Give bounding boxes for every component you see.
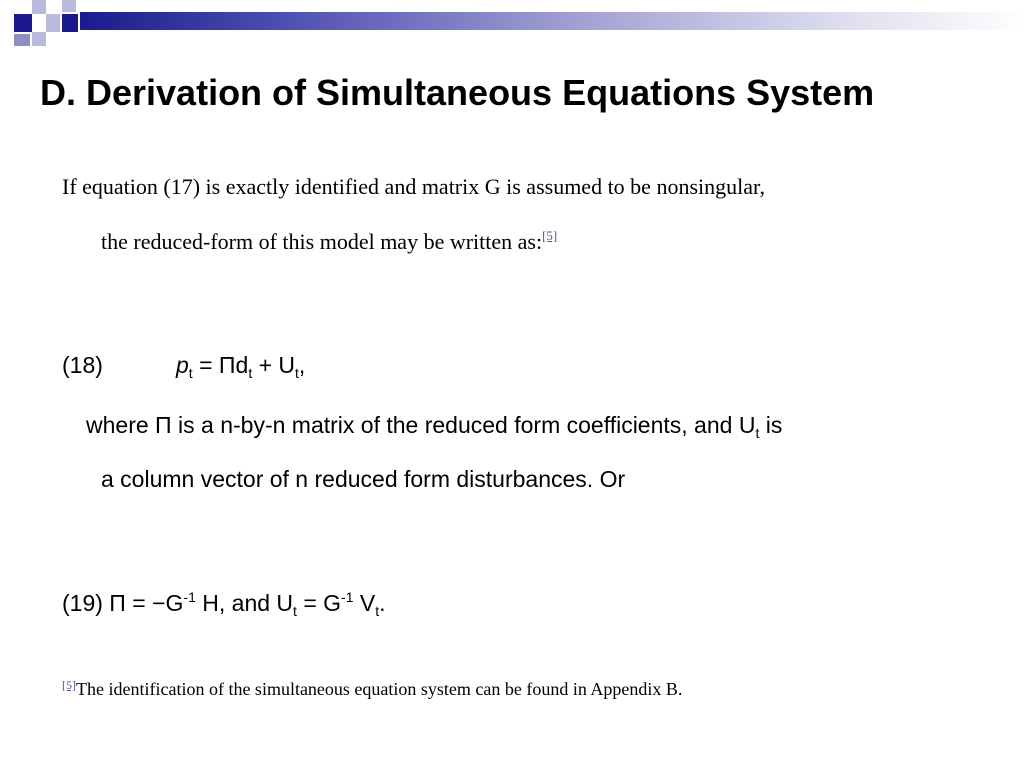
- header-square: [62, 0, 76, 12]
- slide-title: D. Derivation of Simultaneous Equations System: [40, 72, 875, 113]
- eq18-end: ,: [298, 352, 306, 378]
- footnote-text: The identification of the simultaneous equation system can be found in Appendix B.: [76, 679, 683, 699]
- header-square: [32, 32, 46, 46]
- header-square: [46, 14, 60, 32]
- header-square: [14, 14, 32, 32]
- equation-19: [62, 590, 386, 617]
- equation-18-number: (18): [62, 352, 103, 378]
- intro-text-line2: [101, 228, 557, 255]
- where-text-a: where Π is a n-by-n matrix of the reduced form coefficients, and U: [86, 412, 756, 438]
- where-sub: t: [755, 425, 760, 441]
- eq19-a: (19) Π = −G: [62, 590, 184, 616]
- eq19-e: .: [379, 590, 386, 616]
- header-square: [14, 34, 30, 46]
- eq18-mid: = Πd: [192, 352, 249, 378]
- eq18-sub: t: [295, 365, 299, 381]
- eq19-sub: t: [375, 603, 380, 619]
- header-decoration: [0, 0, 1024, 50]
- citation-link[interactable]: [5]: [542, 228, 558, 243]
- eq19-sup: -1: [183, 589, 196, 605]
- header-square: [62, 14, 78, 32]
- eq18-sub: t: [188, 365, 193, 381]
- eq18-sub: t: [248, 365, 253, 381]
- where-text-line2: a column vector of n reduced form disturbances. Or: [101, 466, 626, 492]
- header-square: [32, 0, 46, 14]
- eq19-b: H, and U: [195, 590, 294, 616]
- eq19-sub: t: [293, 603, 297, 619]
- eq18-p: p: [176, 352, 189, 378]
- where-text-line1: [86, 412, 782, 439]
- eq19-sup: -1: [341, 589, 354, 605]
- intro-text: the reduced-form of this model may be written as:: [101, 229, 543, 254]
- header-gradient-bar: [80, 12, 1024, 30]
- equation-18: [176, 352, 305, 379]
- where-text-b: is: [759, 412, 783, 438]
- eq19-d: V: [353, 590, 376, 616]
- footnote-link[interactable]: [5]: [62, 678, 76, 692]
- eq18-plus: + U: [252, 352, 296, 378]
- intro-text-line1: If equation (17) is exactly identified and matrix G is assumed to be nonsingular,: [62, 174, 765, 199]
- eq19-c: = G: [296, 590, 342, 616]
- footnote: [62, 678, 682, 700]
